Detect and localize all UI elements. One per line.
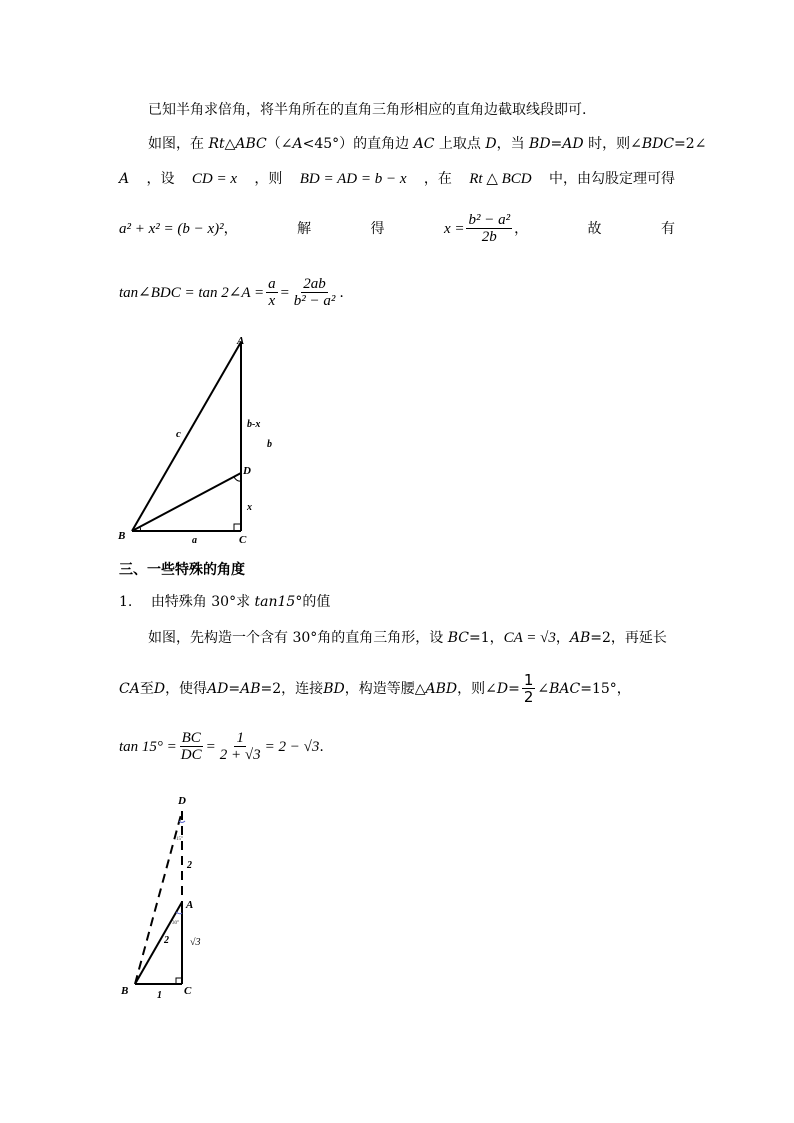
- eq-bd-ad: BD = AD = b − x: [299, 171, 407, 187]
- label-ad-length: 2: [187, 860, 192, 871]
- label-angle-15: 15°: [176, 837, 183, 842]
- text-segment: （∠: [266, 136, 293, 152]
- text-segment: 时，则∠: [583, 136, 642, 152]
- label-c: C: [239, 534, 247, 546]
- text-you: 有: [660, 220, 675, 237]
- label-a: A: [186, 899, 194, 911]
- line-tan-result: [119, 276, 344, 309]
- label-b: B: [118, 530, 126, 542]
- side-ab-line: [135, 902, 182, 984]
- label-b: B: [121, 985, 129, 997]
- text-segment: =: [228, 680, 241, 697]
- text-set: ，设: [146, 171, 175, 187]
- text-then: ，则: [254, 171, 283, 187]
- right-angle-mark: [234, 524, 241, 531]
- point-d: D: [153, 680, 166, 697]
- equals: =: [279, 284, 290, 301]
- eq-cd: CD = x: [191, 171, 237, 187]
- label-ab-length: 2: [164, 935, 169, 946]
- text-segment: ，则∠: [457, 680, 497, 697]
- text-segment: ，当: [496, 136, 530, 152]
- text-pythagoras: 中，由勾股定理可得: [549, 171, 675, 187]
- side-ab: AB: [240, 680, 261, 697]
- fraction-half: [522, 672, 536, 705]
- angle-d: D: [496, 680, 509, 697]
- angle-mark-d: [179, 821, 185, 823]
- text-segment: =2，再延长: [590, 630, 667, 646]
- angle-mark-d: [234, 477, 241, 481]
- side-ab: AB: [569, 630, 591, 646]
- angle-a: A: [292, 136, 303, 152]
- label-a-side: a: [192, 535, 197, 546]
- bd-eq-ad: BD=AD: [529, 136, 584, 152]
- line-tan15-result: [119, 730, 324, 763]
- angle-bdc: BDC: [641, 136, 675, 152]
- period: .: [339, 284, 344, 301]
- paragraph-isosceles: [119, 672, 631, 705]
- fraction-numerator: b² − a²: [468, 212, 511, 228]
- line-pythagoras-intro: [119, 169, 675, 189]
- text-in: ，在: [423, 171, 452, 187]
- item-number: 1.: [119, 594, 133, 610]
- side-ad: AD: [207, 680, 229, 697]
- side-ac: AC: [413, 136, 435, 152]
- label-x-side: x: [247, 502, 252, 513]
- section-heading: 三、一些特殊的角度: [119, 562, 245, 578]
- fraction-denominator: 2 + √3: [219, 747, 261, 763]
- angle-a-cont: A: [119, 171, 130, 187]
- tan15-lhs: tan 15° =: [119, 738, 177, 755]
- triangle-abc: Rt△ABC: [208, 136, 267, 152]
- fraction-numerator: 2ab: [303, 276, 326, 292]
- label-d: D: [243, 465, 251, 477]
- fraction-denominator: b² − a²: [293, 293, 336, 309]
- text-segment: 如图，在: [148, 136, 209, 152]
- fraction-x: [466, 212, 512, 245]
- text-segment: 如图，先构造一个含有 30°角的直角三角形，设: [148, 630, 448, 646]
- period: .: [319, 738, 324, 755]
- side-ca: CA: [119, 680, 140, 697]
- label-a: A: [237, 335, 245, 347]
- text-segment: =15°，: [580, 680, 631, 697]
- text-segment: ，构造等腰△: [344, 680, 426, 697]
- angle-mark-b: [140, 527, 141, 531]
- line-solve: [119, 212, 675, 245]
- text-segment: 的值: [302, 594, 331, 610]
- triangle-abd: ABD: [425, 680, 458, 697]
- figure-triangle-abc: [110, 330, 290, 550]
- paragraph-construction: [148, 134, 706, 154]
- eq-pythagoras: a² + x² = (b − x)²: [119, 220, 224, 237]
- text-segment: =2，连接: [260, 680, 324, 697]
- x-eq: x =: [443, 220, 465, 237]
- text-segment: =2∠: [674, 136, 707, 152]
- fraction-denominator: 2: [523, 688, 534, 706]
- segment-bd: BD: [323, 680, 345, 697]
- result-value: = 2 − √3: [264, 738, 320, 755]
- fraction-denominator: x: [268, 293, 276, 309]
- label-b-side: b: [267, 439, 272, 450]
- eq-ca-sqrt3: CA = √3: [503, 630, 556, 646]
- text-segment: 至: [139, 680, 154, 697]
- fraction-numerator: 1: [523, 671, 534, 689]
- side-bc: BC: [447, 630, 469, 646]
- fraction-one-over: [218, 730, 263, 763]
- comma: ，: [514, 220, 529, 237]
- text-segment: ，: [555, 630, 570, 646]
- figure-triangle-abd: [110, 785, 240, 1005]
- fraction-a-x: [266, 276, 278, 309]
- text-segment: <45°）的直角边: [302, 136, 414, 152]
- label-bc-length: 1: [157, 990, 162, 1001]
- fraction-numerator: a: [268, 276, 276, 292]
- text-segment: ∠: [537, 680, 550, 697]
- fraction-denominator: DC: [180, 747, 202, 763]
- text-segment: =: [508, 680, 520, 697]
- label-c: C: [184, 985, 192, 997]
- label-d: D: [178, 795, 186, 807]
- intro-sentence: 已知半角求倍角，将半角所在的直角三角形相应的直角边截取线段即可.: [148, 102, 587, 118]
- paragraph-30deg: [148, 628, 667, 648]
- label-b-minus-x: b-x: [247, 419, 261, 430]
- segment-bd-dashed: [135, 811, 182, 984]
- fraction-denominator: 2b: [481, 229, 497, 245]
- tan15-term: tan15°: [254, 594, 303, 610]
- list-item: [119, 592, 330, 612]
- text-segment: =1，: [468, 630, 504, 646]
- label-angle-30: 30°: [172, 921, 179, 926]
- text-segment: 上取点: [434, 136, 486, 152]
- comma: ，: [223, 220, 238, 237]
- text-segment: ，使得: [165, 680, 208, 697]
- fraction-numerator: 1: [236, 730, 244, 746]
- tan-lhs: tan∠BDC = tan 2∠A =: [119, 284, 265, 301]
- fraction-result: [292, 276, 338, 309]
- triangle-bcd: Rt △ BCD: [469, 171, 532, 187]
- equals: =: [205, 738, 216, 755]
- label-ca-length: √3: [190, 937, 201, 948]
- fraction-numerator: BC: [181, 730, 201, 746]
- angle-bac: BAC: [549, 680, 581, 697]
- text-jie: 解: [297, 220, 312, 237]
- fraction-bc-dc: [179, 730, 204, 763]
- text-de: 得: [370, 220, 385, 237]
- label-c-side: c: [176, 428, 181, 440]
- text-gu: 故: [587, 220, 602, 237]
- point-d: D: [485, 136, 497, 152]
- text-segment: 由特殊角 30°求: [150, 594, 255, 610]
